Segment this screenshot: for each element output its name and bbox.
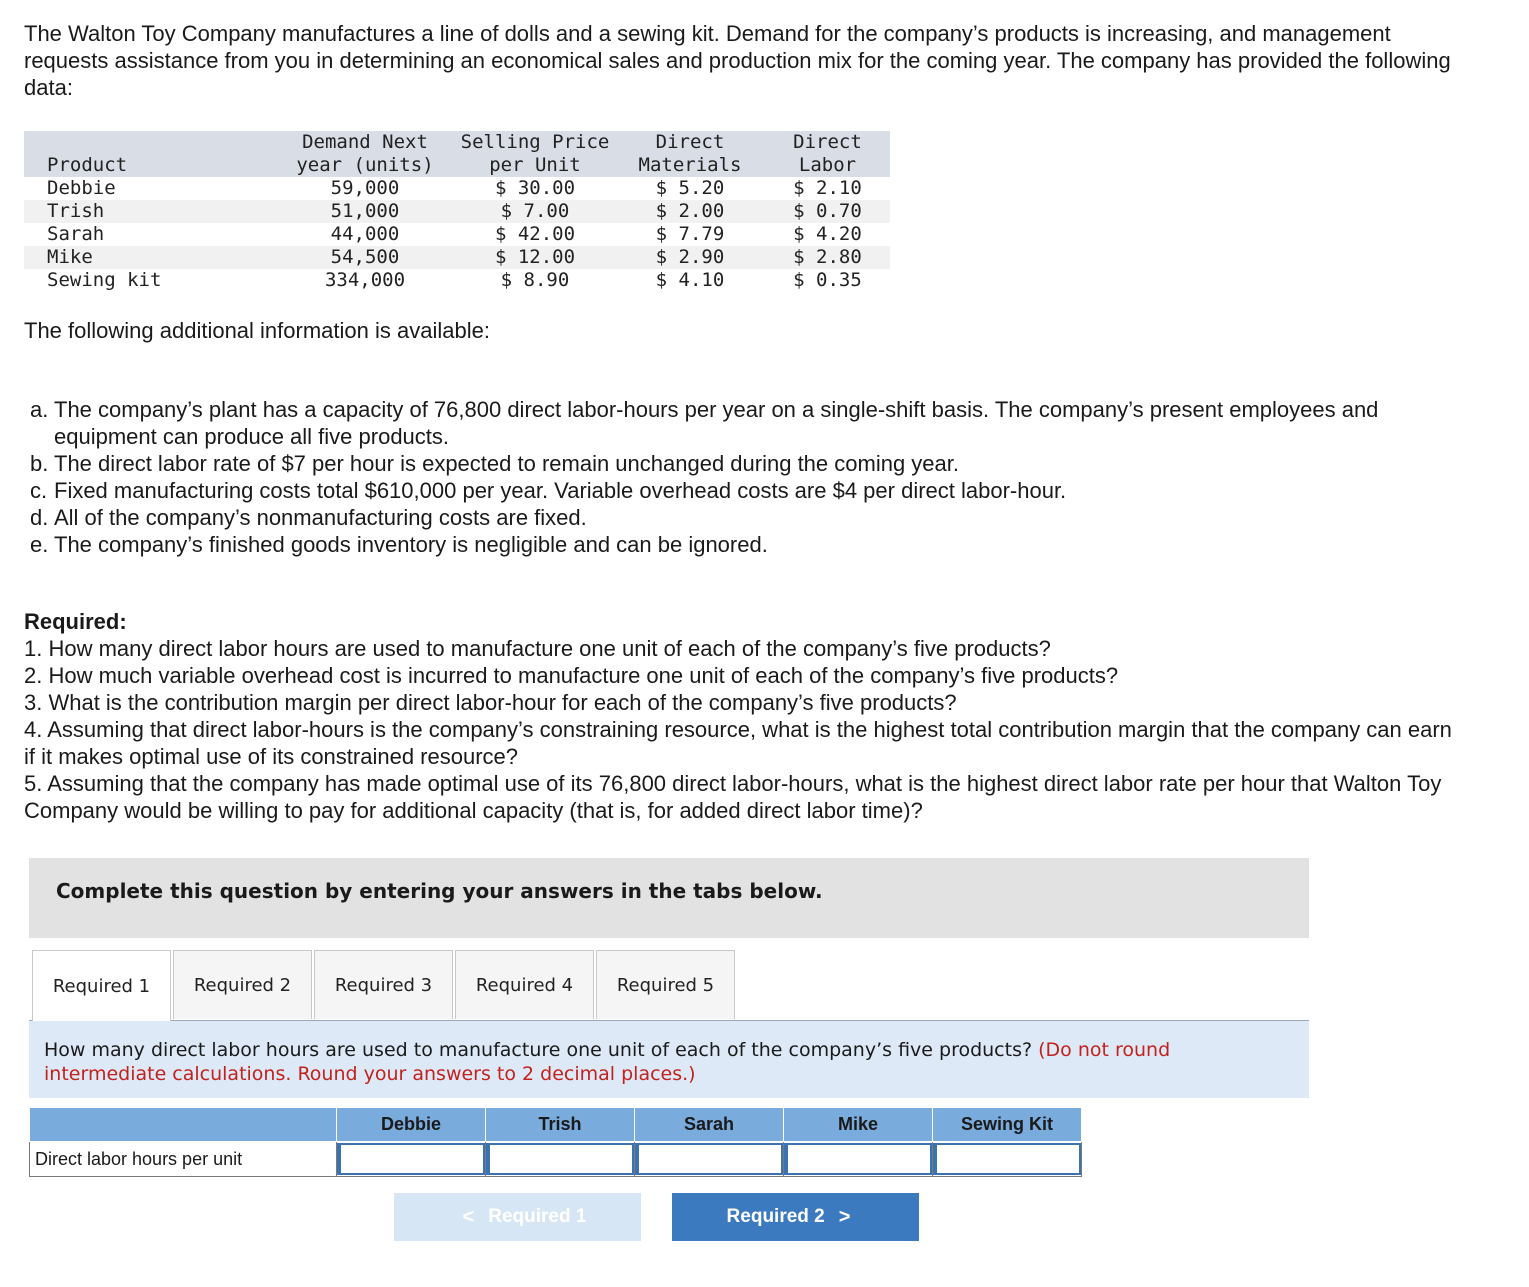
cell-price: $ 12.00 [494,246,576,268]
cell-materials: $ 4.10 [655,269,725,291]
additional-info-heading: The following additional information is available: [24,318,490,343]
list-item-text: All of the company’s nonmanufacturing costs are fixed. [54,505,587,530]
answer-table [29,1107,1082,1177]
header-product-line2: Product [47,154,128,176]
header-product-line1 [24,131,275,154]
header-demand-line1: Demand Next [302,131,428,153]
cell-product: Debbie [47,177,116,199]
tab-required-1[interactable]: Required 1 [32,950,171,1021]
list-item-text: The direct labor rate of $7 per hour is expected to remain unchanged during the coming year. [54,451,959,476]
answer-cell [933,1142,1082,1177]
cell-price: $ 8.90 [500,269,570,291]
question-text: How many direct labor hours are used to manufacture one unit of each of the company’s five products? [44,1039,1033,1061]
product-data-table [24,131,890,292]
list-item-label: e. [30,532,49,557]
cell-materials: $ 5.20 [655,177,725,199]
cell-price: $ 7.00 [500,200,570,222]
instructions-banner [29,858,1309,938]
prev-button-label: Required 1 [488,1206,587,1227]
cell-demand: 54,500 [330,246,400,268]
intro-text: The Walton Toy Company manufactures a line of dolls and a sewing kit. Demand for the company’s products is increasing, and management requests assistance from you in determining an economical sales and production mix for the coming year. The company has provided the following data: [24,21,1451,100]
required-item: 4. Assuming that direct labor-hours is the company’s constraining resource, what is the highest total contribution margin that the company can earn if it makes optimal use of its constrained resource? [24,717,1452,769]
next-required-button[interactable] [672,1193,919,1241]
chevron-left-icon: < [462,1205,475,1228]
list-item [30,477,1470,504]
cell-labor: $ 2.10 [793,177,862,199]
tab-required-5[interactable]: Required 5 [596,950,735,1019]
cell-product: Sewing kit [47,269,162,291]
cell-demand: 51,000 [330,200,400,222]
list-item [30,504,1470,531]
next-button-label: Required 2 [726,1206,825,1227]
cell-labor: $ 4.20 [793,223,862,245]
required-item: 3. What is the contribution margin per direct labor-hour for each of the company’s five products? [24,690,957,715]
list-item [30,531,1470,558]
required-item: 2. How much variable overhead cost is incurred to manufacture one unit of each of the company’s five products? [24,663,1119,688]
list-item-text: The company’s plant has a capacity of 76,800 direct labor-hours per year on a single-shift basis. The company’s present employees and equipment can produce all five products. [54,397,1379,449]
list-item-label: d. [30,505,49,530]
required-item: 1. How many direct labor hours are used to manufacture one unit of each of the company’s five products? [24,636,1051,661]
required-tabs [32,950,737,1021]
cell-product: Sarah [47,223,105,245]
tab-required-4[interactable]: Required 4 [455,950,594,1019]
additional-info-list [30,396,1470,558]
list-item-label: a. [30,397,49,422]
tab-required-2[interactable]: Required 2 [173,950,312,1019]
cell-labor: $ 0.35 [793,269,862,291]
required-title: Required: [24,609,127,634]
table-header-row-2 [24,154,890,177]
required-item: 5. Assuming that the company has made optimal use of its 76,800 direct labor-hours, what is the highest direct labor rate per hour that Walton Toy Company would be willing to pay for additional capacity (that is, for added direct labor time)? [24,771,1442,823]
answer-cell [784,1142,933,1177]
cell-price: $ 30.00 [494,177,576,199]
table-row [24,269,890,292]
answer-row-label: Direct labor hours per unit [30,1142,337,1177]
header-materials-line1: Direct [655,131,725,153]
answer-header-sewing-kit: Sewing Kit [933,1108,1082,1142]
required-section [24,608,1464,824]
table-row [30,1142,1082,1177]
answer-header-row [30,1108,1082,1142]
header-price-line1: Selling Price [460,131,610,153]
chevron-right-icon: > [838,1205,851,1228]
list-item-text: Fixed manufacturing costs total $610,000 per year. Variable overhead costs are $4 per direct labor-hour. [54,478,1067,503]
mike-hours-input[interactable] [784,1143,932,1175]
cell-labor: $ 0.70 [793,200,862,222]
cell-product: Mike [47,246,93,268]
intro-paragraph [24,20,1464,101]
list-item [30,450,1470,477]
header-labor-line2: Labor [798,154,857,176]
header-price-line2: per Unit [489,154,581,176]
prev-required-button[interactable] [394,1193,641,1241]
list-item-label: c. [30,478,48,503]
answer-header-mike: Mike [784,1108,933,1142]
header-demand-line2: year (units) [296,154,434,176]
answer-cell [635,1142,784,1177]
table-row [24,223,890,246]
cell-demand: 59,000 [330,177,400,199]
answer-header-debbie: Debbie [337,1108,486,1142]
tab-required-3[interactable]: Required 3 [314,950,453,1019]
cell-demand: 334,000 [324,269,406,291]
trish-hours-input[interactable] [486,1143,634,1175]
cell-materials: $ 2.90 [655,246,725,268]
list-item [30,396,1470,450]
question-box [29,1020,1309,1098]
header-materials-line2: Materials [638,154,742,176]
cell-demand: 44,000 [330,223,400,245]
header-labor-line1: Direct [793,131,862,153]
sarah-hours-input[interactable] [635,1143,783,1175]
answer-cell [486,1142,635,1177]
cell-labor: $ 2.80 [793,246,862,268]
table-row [24,200,890,223]
table-header-row-1 [24,131,890,154]
list-item-text: The company’s finished goods inventory is negligible and can be ignored. [54,532,768,557]
list-item-label: b. [30,451,49,476]
cell-price: $ 42.00 [494,223,576,245]
answer-header-blank [30,1108,337,1142]
instructions-text: Complete this question by entering your answers in the tabs below. [56,879,823,903]
cell-materials: $ 7.79 [655,223,725,245]
table-row [24,177,890,200]
table-row [24,246,890,269]
cell-product: Trish [47,200,105,222]
answer-header-sarah: Sarah [635,1108,784,1142]
cell-materials: $ 2.00 [655,200,725,222]
question-instruction: (Do not round intermediate calculations. Round your answers to 2 decimal places.) [44,1039,1171,1085]
sewing-kit-hours-input[interactable] [933,1143,1081,1175]
debbie-hours-input[interactable] [337,1143,485,1175]
answer-cell [337,1142,486,1177]
answer-header-trish: Trish [486,1108,635,1142]
